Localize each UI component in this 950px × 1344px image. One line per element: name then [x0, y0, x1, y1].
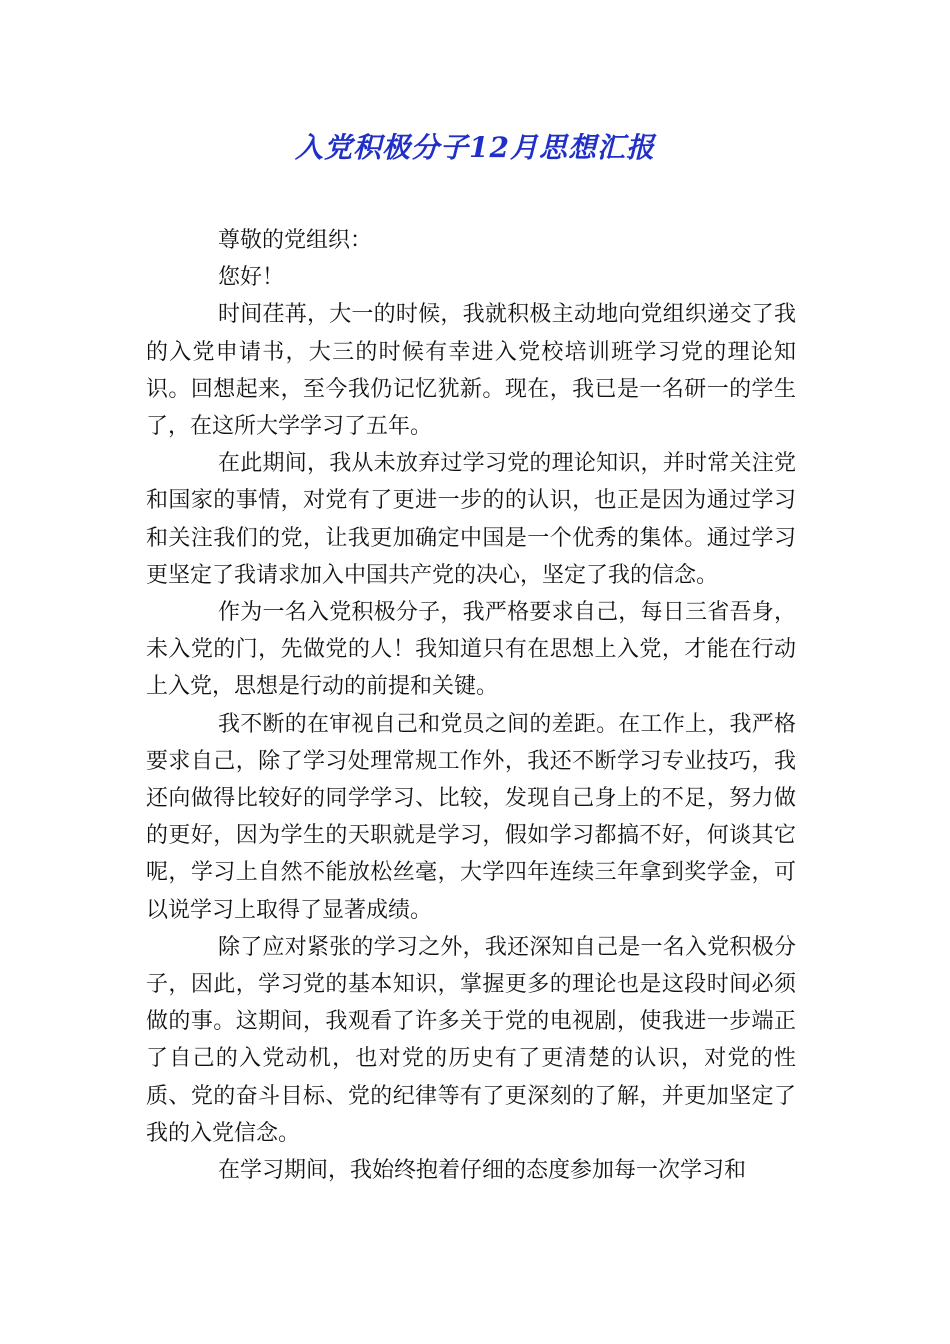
- paragraph: 我不断的在审视自己和党员之间的差距。在工作上，我严格要求自己，除了学习处理常规工作外，我还不断学习专业技巧，我还向做得比较好的同学学习、比较，发现自己身上的不足，努力做的更好，因为学生的天职就是学习，假如学习都搞不好，何谈其它呢，学习上自然不能放松丝毫，大学四年连续三年拿到奖学金，可以说学习上取得了显著成绩。: [146, 711, 796, 923]
- paragraph: 在此期间，我从未放弃过学习党的理论知识，并时常关注党和国家的事情，对党有了更进一步的的认识，也正是因为通过学习和关注我们的党，让我更加确定中国是一个优秀的集体。通过学习更坚定了我请求加入中国共产党的决心，坚定了我的信念。: [146, 451, 796, 588]
- document-title: 入党积极分子12月思想汇报: [295, 131, 655, 164]
- paragraph: 时间荏苒，大一的时候，我就积极主动地向党组织递交了我的入党申请书，大三的时候有幸进入党校培训班学习党的理论知识。回想起来，至今我仍记忆犹新。现在，我已是一名研一的学生了，在这所大学学习了五年。: [146, 302, 796, 440]
- document-body: [146, 222, 796, 1189]
- salutation: 尊敬的党组织：: [218, 228, 373, 253]
- paragraph: 除了应对紧张的学习之外，我还深知自己是一名入党积极分子，因此，学习党的基本知识，掌握更多的理论也是这段时间必须做的事。这期间，我观看了许多关于党的电视剧，使我进一步端正了自己的入党动机，也对党的历史有了更清楚的认识，对党的性质、党的奋斗目标、党的纪律等有了更深刻的了解，并更加坚定了我的入党信念。: [146, 934, 796, 1146]
- paragraph: 在学习期间，我始终抱着仔细的态度参加每一次学习和: [218, 1158, 747, 1184]
- paragraph: 作为一名入党积极分子，我严格要求自己，每日三省吾身，未入党的门，先做党的人！我知道只有在思想上入党，才能在行动上入党，思想是行动的前提和关键。: [146, 600, 796, 700]
- greeting: 您好！: [218, 265, 285, 291]
